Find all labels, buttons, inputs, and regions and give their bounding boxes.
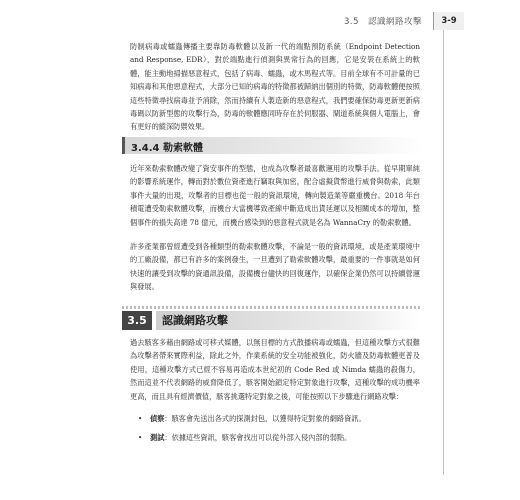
- list-item: [138, 412, 420, 425]
- paragraph-ransomware: 近年來勒索軟體改變了資安事件的型態，也成為攻擊者最喜歡運用的攻擊手法。從早期單純的影響系統運作，轉而對於數位資產進行竊取與加密，配合虛擬貨幣進行威脅與勒索，此類事件大量的出現，攻擊者的目標也從一般的資訊環境，轉向製造業等嚴重機台。2018 年台積電遭受勒索軟體攻擊，而機台大當機導致產線中斷造成出貨延遲以及相關成本的增加，整個事件的損失高達 78 億元，而機台感染到的惡意程式就是名為 WannaCry 的勒索軟體。: [130, 164, 420, 227]
- list-item-term: 偵察: [150, 414, 165, 423]
- attack-steps-list: [138, 412, 420, 451]
- list-item-term: 測試: [150, 433, 165, 443]
- section-heading-text: 3.4.4 勒索軟體: [131, 143, 203, 154]
- chapter-title: 認識網路攻擊: [156, 311, 420, 330]
- page-number: 3-9: [433, 12, 464, 30]
- list-item-text: ：駭客會先送出各式的探測封包，以獲得特定對象的網路資訊。: [164, 414, 366, 423]
- list-item-text: ：依據這些資訊，駭客會找出可以從外部入侵內部的弱點。: [164, 433, 352, 443]
- paragraph-ransomware-recovery: 許多產業都曾經遭受到各種類型的勒索軟體攻擊，不論是一般的資訊環境，或是產業環境中的工廠設備，都已有許多的案例發生，一旦遭到了勒索軟體攻擊，最重要的一件事就是如何快速的讓受到攻擊的資通訊設備，設備機台儘快的回復運作，以確保企業仍然可以持續營運與發展。: [130, 242, 420, 292]
- chapter-heading-3-5: [122, 306, 420, 330]
- page-header: [0, 12, 520, 32]
- running-header-title: 3.5 認識網路攻擊: [343, 17, 422, 27]
- list-item: [138, 431, 420, 444]
- chapter-number: 3.5: [122, 311, 152, 330]
- paragraph-network-attack: 過去駭客多藉由網路或可移式媒體，以無目標的方式散播病毒或蠕蟲，但這種攻擊方式很難為攻擊者帶來實際利益，除此之外，作業系統的安全功能被強化，防火牆及防毒軟體更普及使用，這種攻擊方式已經不容易再造成本世紀初的 Code Red 或 Nimda 蠕蟲的殺傷力，然而這並不代表網路的威脅降低了，駭客開始鎖定特定對象進行攻擊，這種攻擊的成功機率更高，而且具有經濟價值，駭客挑選特定對象之後，可能按照以下步驟進行網路攻擊：: [130, 338, 420, 401]
- section-heading-3-4-4: [122, 137, 423, 154]
- heading-dotted-strip: [122, 306, 420, 309]
- bullet-marker: •: [138, 414, 143, 423]
- bullet-marker: •: [138, 433, 143, 443]
- paragraph-antivirus: 防制病毒或蠕蟲傳播主要靠防毒軟體以及新一代的端點預防系統（Endpoint Detection and Response, EDR），對於端點進行偵測與異常行為的回應，它是安裝在系統上的軟體，能主動地掃描惡意程式，包括了病毒、蠕蟲，或木馬程式等。目前全球有不可計量的已知病毒和其他惡意程式，大部分已知的病毒的特徵都被歸納出個別的特徵，防毒軟體便按照這些特徵尋找病毒並予消除，然而持續有人製造新的惡意程式，我們要確保防毒更新更新病毒碼以防新型態的攻擊行為，防毒的軟體應同時存在於伺服器、閘道系統與個人電腦上，會有更好的縱深防禦效果。: [130, 42, 420, 132]
- margin-rule: [443, 30, 444, 475]
